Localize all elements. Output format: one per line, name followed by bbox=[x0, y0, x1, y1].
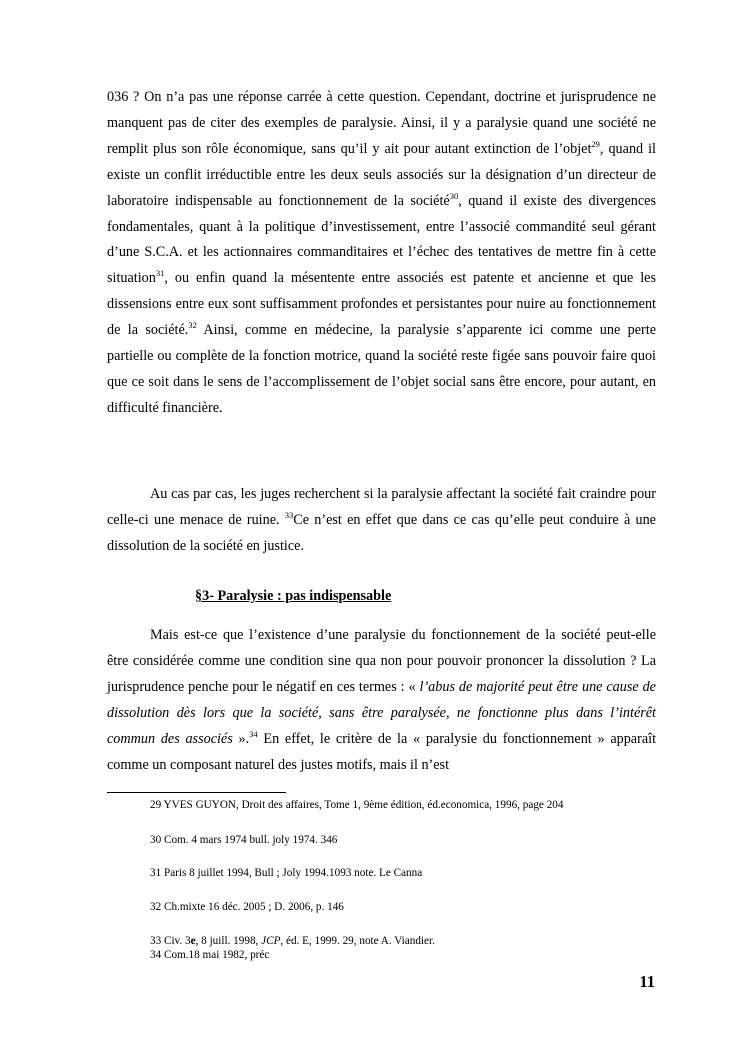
paragraph-text: Ce n’est en effet que dans ce cas qu’elle peut conduire à une dissolution de la société en justice. bbox=[107, 511, 656, 554]
footnote-ref-33[interactable]: 33 bbox=[284, 509, 294, 520]
footnote-text: , 8 juill. 1998, bbox=[195, 935, 262, 947]
footnote-32: 32 Ch.mixte 16 déc. 2005 ; D. 2006, p. 146 bbox=[150, 901, 344, 913]
footnote-34: 34 Com.18 mai 1982, préc bbox=[150, 949, 270, 961]
paragraph-text: , quand il existe un conflit irréductible entre les deux seuls associés sur la désignation d’un directeur de laboratoire indispensable au fonctionnement de la société bbox=[107, 140, 656, 209]
footnote-30: 30 Com. 4 mars 1974 bull. joly 1974. 346 bbox=[150, 834, 338, 846]
paragraph-text: 036 ? On n’a pas une réponse carrée à cette question. Cependant, doctrine et jurisprudence ne manquent pas de citer des exemples de paralysie. Ainsi, il y a paralysie quand une société ne remplit plus son rôle économique, sans qu’il y ait pour autant extinction de l’objet bbox=[107, 89, 656, 157]
paragraph-text: , quand il existe des divergences fondamentales, quant à la politique d’investissement, entre l’associé commandité seul gérant d’une S.C.A. et les actionnaires commanditaires et l’échec des tentatives de mettre fin à cette situation bbox=[107, 192, 657, 287]
paragraph-text: Mais est-ce que l’existence d’une paralysie du fonctionnement de la société peut-elle être considérée comme une condition sine qua non pour pouvoir prononcer la dissolution ? La jurisprudence penche pour le négatif en ces termes : « bbox=[107, 627, 656, 695]
paragraph-text: , ou enfin quand la mésentente entre associés est patente et ancienne et que les dissensions entre eux sont suffisamment profondes et persistantes pour nuire au fonctionnement de la société. bbox=[107, 270, 656, 339]
footnote-separator bbox=[107, 792, 286, 793]
paragraph-text: Ainsi, comme en médecine, la paralysie s’apparente ici comme une perte partielle ou complète de la fonction motrice, quand la société reste figée sans pouvoir faire quoi que ce soit dans le sens de l’accomplissement de l’objet social sans être encore, pour autant, en difficulté financière. bbox=[107, 322, 656, 416]
footnote-ref-32[interactable]: 32 bbox=[188, 320, 197, 331]
paragraph-text: En effet, le critère de la « paralysie du fonctionnement » apparaît comme un composant naturel des justes motifs, mais il n’est bbox=[107, 730, 657, 773]
footnote-29: 29 YVES GUYON, Droit des affaires, Tome 1, 9ème édition, éd.economica, 1996, page 204 bbox=[150, 799, 564, 811]
footnote-ref-34[interactable]: 34 bbox=[249, 728, 258, 739]
footnote-ref-30[interactable]: 30 bbox=[449, 190, 459, 201]
footnote-text: , éd. E, 1999. 29, note A. Viandier. bbox=[280, 935, 435, 947]
paragraph-case-by-case bbox=[107, 482, 656, 560]
page-number: 11 bbox=[639, 972, 655, 991]
footnote-journal: JCP bbox=[261, 935, 281, 947]
paragraph-sine-qua-non bbox=[107, 623, 656, 778]
jurisprudence-quote: l’abus de majorité peut être une cause de dissolution dès lors que la société, sans être paralysée, ne fonctionne plus dans l’intérêt commun des associés bbox=[107, 678, 656, 747]
footnote-text-bold: e bbox=[190, 935, 196, 947]
paragraph-text: Au cas par cas, les juges recherchent si la paralysie affectant la société fait craindre pour celle-ci une menace de ruine. bbox=[107, 486, 656, 528]
section-heading: §3- Paralysie : pas indispensable bbox=[195, 588, 392, 604]
footnote-text: 33 Civ. 3 bbox=[150, 935, 191, 947]
footnote-ref-29[interactable]: 29 bbox=[591, 138, 600, 149]
footnote-33 bbox=[150, 935, 435, 948]
paragraph-paralysis-examples bbox=[107, 85, 656, 422]
paragraph-text: ». bbox=[232, 730, 250, 747]
footnote-31: 31 Paris 8 juillet 1994, Bull ; Joly 1994.1093 note. Le Canna bbox=[150, 867, 423, 879]
footnote-ref-31[interactable]: 31 bbox=[155, 268, 165, 279]
